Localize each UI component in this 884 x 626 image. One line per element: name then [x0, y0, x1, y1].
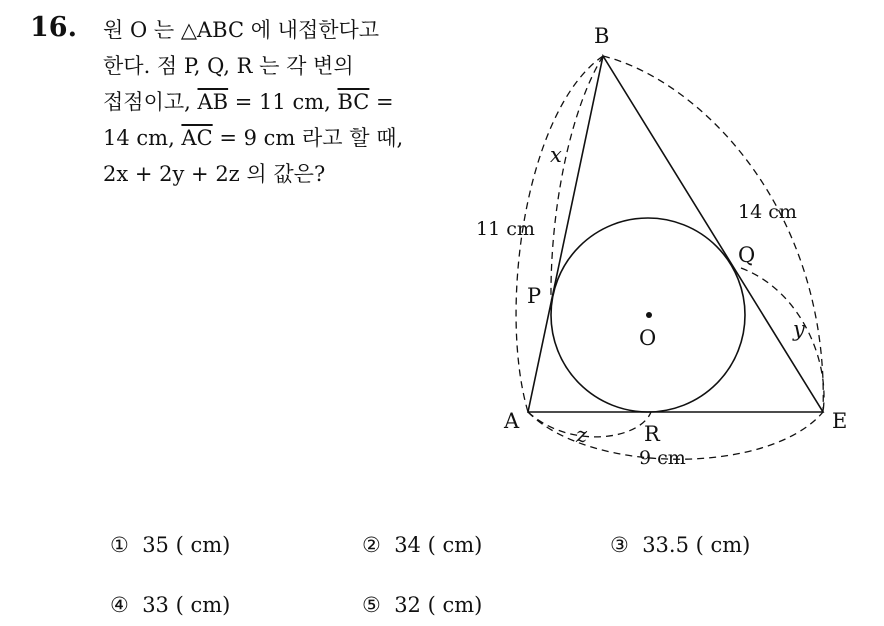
choice-text: 33 ( cm) [142, 593, 231, 617]
measure-bc: 14 cm [738, 201, 797, 223]
center-dot [646, 312, 652, 318]
choice-4[interactable] [110, 593, 230, 617]
choice-text: 34 ( cm) [394, 533, 483, 557]
arc-ar-z [528, 412, 651, 437]
choice-3[interactable] [610, 533, 750, 557]
choice-5[interactable] [362, 593, 482, 617]
label-o: O [639, 326, 657, 350]
question-line-4: 14 cm, $\overline{AC} = 9$ cm 라고 할 때, [103, 126, 404, 150]
triangle [528, 56, 823, 412]
question-line-1: 원 O 는 △ABC 에 내접한다고 [103, 18, 380, 42]
choice-text: 33.5 ( cm) [642, 533, 751, 557]
choice-text: 35 ( cm) [142, 533, 231, 557]
segment-ab: $\overline{AB}$ [197, 90, 229, 114]
label-r: R [644, 422, 660, 446]
var-y: y [793, 317, 805, 341]
choice-mark: ② [362, 533, 381, 557]
label-b: B [594, 24, 610, 48]
var-x: x [550, 143, 562, 167]
question-line-5: 2x + 2y + 2z 의 값은? [103, 162, 326, 186]
choice-text: 32 ( cm) [394, 593, 483, 617]
question-text [103, 12, 453, 192]
question-line-3: 접점이고, $\overline{AB} = 11$ cm, $\overline{BC}$ = [103, 90, 394, 114]
var-z: z [576, 423, 588, 447]
segment-ac: $\overline{AC}$ [181, 126, 213, 150]
label-e: E [832, 409, 848, 433]
choice-2[interactable] [362, 533, 482, 557]
triangle-figure [470, 10, 870, 480]
label-a: A [504, 409, 520, 433]
arc-qe-y [741, 268, 824, 412]
label-q: Q [738, 243, 756, 267]
measure-ac: 9 cm [639, 447, 686, 469]
choice-mark: ④ [110, 593, 129, 617]
question-number: 16. [30, 12, 77, 43]
choice-mark: ① [110, 533, 129, 557]
segment-bc: $\overline{BC}$ [337, 90, 370, 114]
measure-ab: 11 cm [476, 218, 535, 240]
choice-mark: ⑤ [362, 593, 381, 617]
choice-1[interactable] [110, 533, 230, 557]
label-p: P [527, 284, 542, 308]
choice-mark: ③ [610, 533, 629, 557]
question-line-2: 한다. 점 P, Q, R 는 각 변의 [103, 54, 354, 78]
